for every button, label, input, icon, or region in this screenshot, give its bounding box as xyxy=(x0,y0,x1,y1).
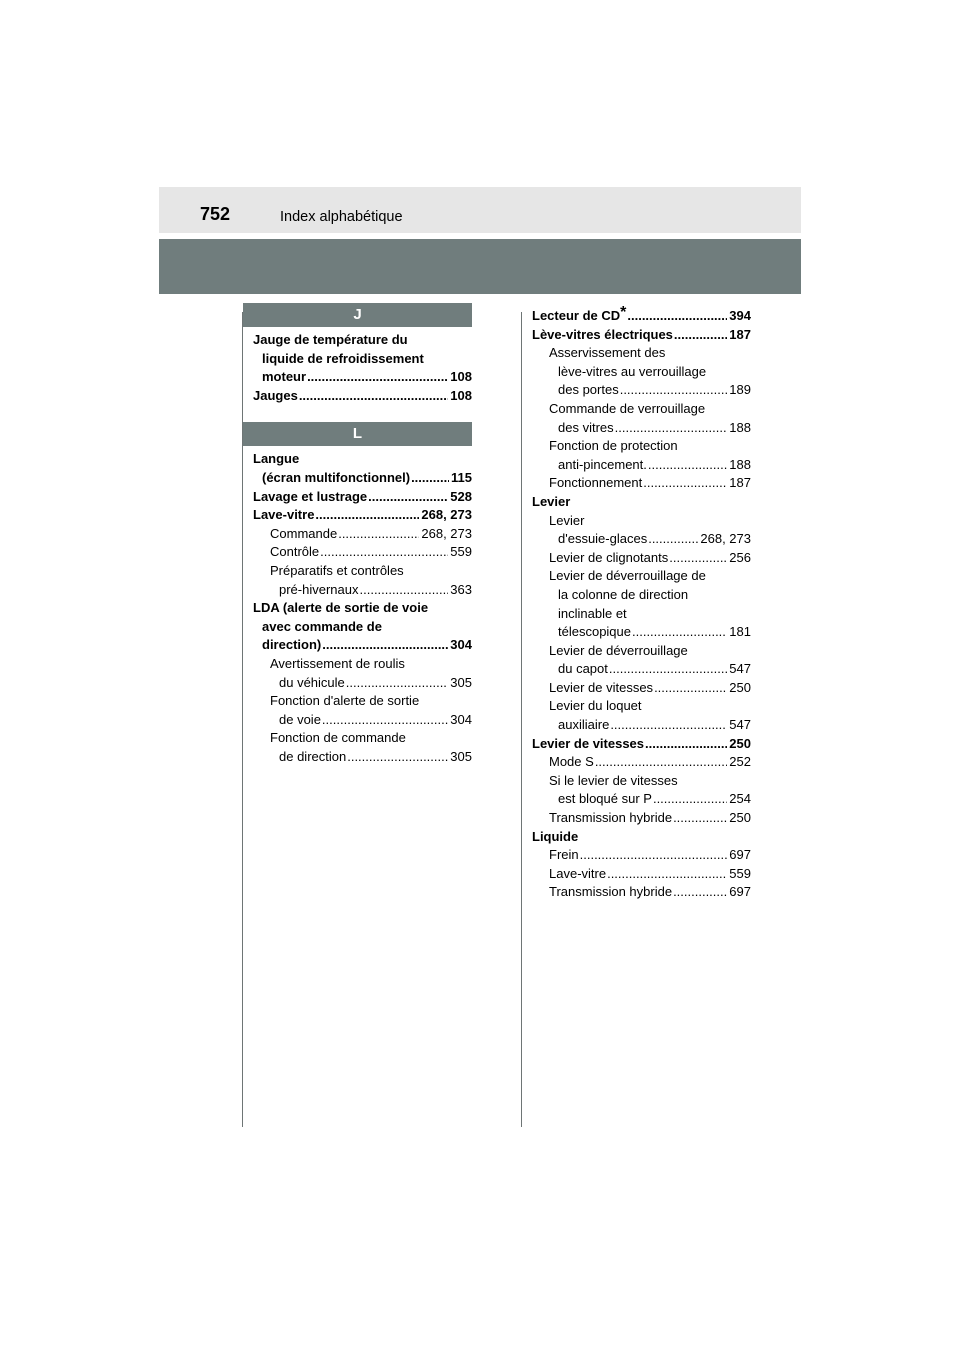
leader-dots xyxy=(315,506,419,525)
entry-text: Commande de verrouillage xyxy=(549,400,706,416)
index-entry xyxy=(532,474,751,493)
entry-text: Avertissement de roulis xyxy=(270,655,405,671)
entry-text: Levier xyxy=(549,512,585,528)
leader-dots xyxy=(673,883,727,902)
entry-page: 363 xyxy=(450,581,472,597)
entry-text: Lave-vitre xyxy=(549,865,607,881)
entry-page: 250 xyxy=(729,810,751,826)
section-heading-j: J xyxy=(243,303,472,327)
leader-dots xyxy=(360,581,449,600)
entry-page: 188 xyxy=(729,419,751,435)
leader-dots xyxy=(307,368,448,387)
entry-text: Lavage et lustrage xyxy=(253,488,368,504)
entry-text: avec commande de xyxy=(262,618,382,634)
entry-text: Si le levier de vitesses xyxy=(549,772,678,788)
index-entry xyxy=(253,674,472,693)
entry-text: Mode S xyxy=(549,754,594,770)
index-entry xyxy=(253,350,472,369)
leader-dots xyxy=(620,381,728,400)
entry-text: Levier de déverrouillage xyxy=(549,642,688,658)
entry-text: Transmission hybride xyxy=(549,884,673,900)
entry-text: Jauge de température du xyxy=(253,332,408,347)
entry-page: 305 xyxy=(450,674,472,690)
entry-page: 181 xyxy=(729,624,751,640)
entry-page: 189 xyxy=(729,382,751,398)
leader-dots xyxy=(632,623,727,642)
entry-text: Jauges xyxy=(253,387,298,403)
entry-text: Contrôle xyxy=(270,544,320,560)
entry-text: Fonction de protection xyxy=(549,438,678,454)
section-heading-l: L xyxy=(243,422,472,446)
index-entry xyxy=(532,549,751,568)
entry-text: Fonction d'alerte de sortie xyxy=(270,693,420,709)
entry-page: 394 xyxy=(729,308,751,323)
entry-page: 268, 273 xyxy=(421,525,472,541)
index-entry xyxy=(532,623,751,642)
entry-text: Levier de déverrouillage de xyxy=(549,568,706,584)
right-column-rule xyxy=(521,312,522,1127)
page-title: Index alphabétique xyxy=(280,209,403,225)
leader-dots xyxy=(627,307,727,326)
entry-text: Transmission hybride xyxy=(549,810,673,826)
header-bar xyxy=(159,187,801,233)
entry-page: 252 xyxy=(729,754,751,770)
entry-page: 250 xyxy=(729,735,751,751)
index-entry xyxy=(253,469,472,488)
header-banner xyxy=(159,239,801,294)
index-entry xyxy=(532,605,751,624)
index-entry xyxy=(532,512,751,531)
entry-page: 250 xyxy=(729,679,751,695)
entry-page: 547 xyxy=(729,661,751,677)
entry-text: de direction xyxy=(279,748,347,764)
index-entry xyxy=(532,530,751,549)
index-entry xyxy=(532,865,751,884)
entry-text: du véhicule xyxy=(279,674,345,690)
leader-dots xyxy=(411,469,449,488)
leader-dots xyxy=(654,679,727,698)
index-entry xyxy=(532,304,751,326)
leader-dots xyxy=(653,790,727,809)
index-entry xyxy=(532,660,751,679)
entry-page: 305 xyxy=(450,748,472,764)
entry-page: 254 xyxy=(729,791,751,807)
entry-text: auxiliaire xyxy=(558,717,610,733)
entry-text: Lecteur de CD xyxy=(532,308,621,323)
leader-dots xyxy=(347,748,448,767)
leader-dots xyxy=(643,474,727,493)
leader-dots xyxy=(648,456,727,475)
entry-text: télescopique xyxy=(558,624,631,640)
index-entry xyxy=(253,729,472,748)
entry-page: 559 xyxy=(450,544,472,560)
index-entry xyxy=(253,655,472,674)
entry-text: est bloqué sur P xyxy=(558,791,652,807)
leader-dots xyxy=(299,387,448,406)
entry-text: Asservissement des xyxy=(549,345,666,361)
entry-text: moteur xyxy=(262,369,307,385)
entry-page: 108 xyxy=(450,387,472,403)
leader-dots xyxy=(669,549,727,568)
entry-text: Levier de clignotants xyxy=(549,549,669,565)
entry-text: Levier de vitesses xyxy=(549,679,654,695)
entry-page: 268, 273 xyxy=(700,531,751,547)
entry-page: 115 xyxy=(451,469,472,485)
entry-page: 528 xyxy=(450,488,472,504)
entry-page: 187 xyxy=(729,475,751,491)
entry-text: Levier du loquet xyxy=(549,698,642,714)
index-entry xyxy=(253,711,472,730)
entry-text: Lave-vitre xyxy=(253,507,315,523)
leader-dots xyxy=(322,636,448,655)
entry-text: Frein xyxy=(549,847,579,863)
index-entry xyxy=(253,368,472,387)
entry-text: Langue xyxy=(253,451,300,467)
entry-page: 304 xyxy=(450,711,472,727)
index-entry xyxy=(532,772,751,791)
index-entry xyxy=(253,387,472,406)
index-entry xyxy=(532,735,751,754)
index-entry xyxy=(532,586,751,605)
index-entry xyxy=(532,456,751,475)
index-entry xyxy=(253,488,472,507)
index-entry xyxy=(532,753,751,772)
index-entry xyxy=(532,381,751,400)
entry-text: Levier xyxy=(532,493,571,509)
index-entry xyxy=(253,331,472,350)
entry-text: Commande xyxy=(270,525,338,541)
index-entry xyxy=(532,716,751,735)
leader-dots xyxy=(645,735,727,754)
entry-text: (écran multifonctionnel) xyxy=(262,469,411,485)
left-index-column xyxy=(253,306,472,766)
entry-text: Liquide xyxy=(532,828,579,844)
index-entry xyxy=(253,525,472,544)
entry-text: Lève-vitres électriques xyxy=(532,326,673,342)
leader-dots xyxy=(368,488,448,507)
leader-dots xyxy=(320,543,448,562)
entry-text: des vitres xyxy=(558,419,614,435)
index-entry xyxy=(532,400,751,419)
entry-text: du capot xyxy=(558,661,608,677)
right-index-column xyxy=(532,304,751,902)
index-entry xyxy=(253,450,472,469)
leader-dots xyxy=(609,660,727,679)
index-entry xyxy=(253,748,472,767)
index-entry xyxy=(253,692,472,711)
leader-dots xyxy=(580,846,728,865)
entry-text: lève-vitres au verrouillage xyxy=(558,363,707,379)
entry-text: anti-pincement. xyxy=(558,456,647,472)
index-entry xyxy=(532,828,751,847)
index-entry xyxy=(532,846,751,865)
index-entry xyxy=(532,344,751,363)
index-list-l xyxy=(253,450,472,766)
index-entry xyxy=(253,562,472,581)
entry-page: 188 xyxy=(729,456,751,472)
index-entry xyxy=(532,883,751,902)
entry-text: Levier de vitesses xyxy=(532,735,645,751)
entry-text: Préparatifs et contrôles xyxy=(270,562,404,578)
entry-text: d'essuie-glaces xyxy=(558,531,648,547)
index-entry xyxy=(532,642,751,661)
entry-text: direction) xyxy=(262,637,322,653)
entry-page: 559 xyxy=(729,865,751,881)
entry-text: des portes xyxy=(558,382,619,398)
index-entry xyxy=(253,599,472,618)
leader-dots xyxy=(615,419,728,438)
entry-text: de voie xyxy=(279,711,321,727)
entry-text: la colonne de direction xyxy=(558,586,689,602)
leader-dots xyxy=(346,674,449,693)
leader-dots xyxy=(607,865,727,884)
index-entry xyxy=(253,636,472,655)
entry-text: inclinable et xyxy=(558,605,627,621)
entry-page: 108 xyxy=(450,369,472,385)
entry-page: 697 xyxy=(729,847,751,863)
entry-page: 187 xyxy=(729,326,751,342)
page-number: 752 xyxy=(200,204,231,224)
leader-dots xyxy=(610,716,727,735)
entry-page: 256 xyxy=(729,549,751,565)
index-entry xyxy=(253,581,472,600)
index-entry xyxy=(532,567,751,586)
entry-page: 304 xyxy=(450,637,472,653)
entry-text: LDA (alerte de sortie de voie xyxy=(253,600,429,616)
entry-page: 697 xyxy=(729,884,751,900)
index-entry xyxy=(532,326,751,345)
index-entry xyxy=(532,363,751,382)
index-entry xyxy=(532,679,751,698)
index-entry xyxy=(532,809,751,828)
entry-text: liquide de refroidissement xyxy=(262,350,424,366)
entry-text: pré-hivernaux xyxy=(279,581,359,597)
leader-dots xyxy=(338,525,419,544)
index-entry xyxy=(253,618,472,637)
leader-dots xyxy=(322,711,448,730)
index-entry xyxy=(532,790,751,809)
index-entry xyxy=(532,419,751,438)
index-entry xyxy=(253,543,472,562)
leader-dots xyxy=(595,753,727,772)
index-list-right xyxy=(532,326,751,902)
entry-page: 268, 273 xyxy=(421,507,472,523)
index-list-j xyxy=(253,331,472,405)
entry-text: Fonction de commande xyxy=(270,730,406,746)
leader-dots xyxy=(673,809,727,828)
index-entry xyxy=(532,493,751,512)
index-entry xyxy=(532,437,751,456)
index-entry xyxy=(532,697,751,716)
footnote-star: * xyxy=(620,304,627,321)
leader-dots xyxy=(674,326,727,345)
entry-page: 547 xyxy=(729,717,751,733)
leader-dots xyxy=(648,530,698,549)
entry-text: Fonctionnement xyxy=(549,475,643,491)
index-entry xyxy=(253,506,472,525)
